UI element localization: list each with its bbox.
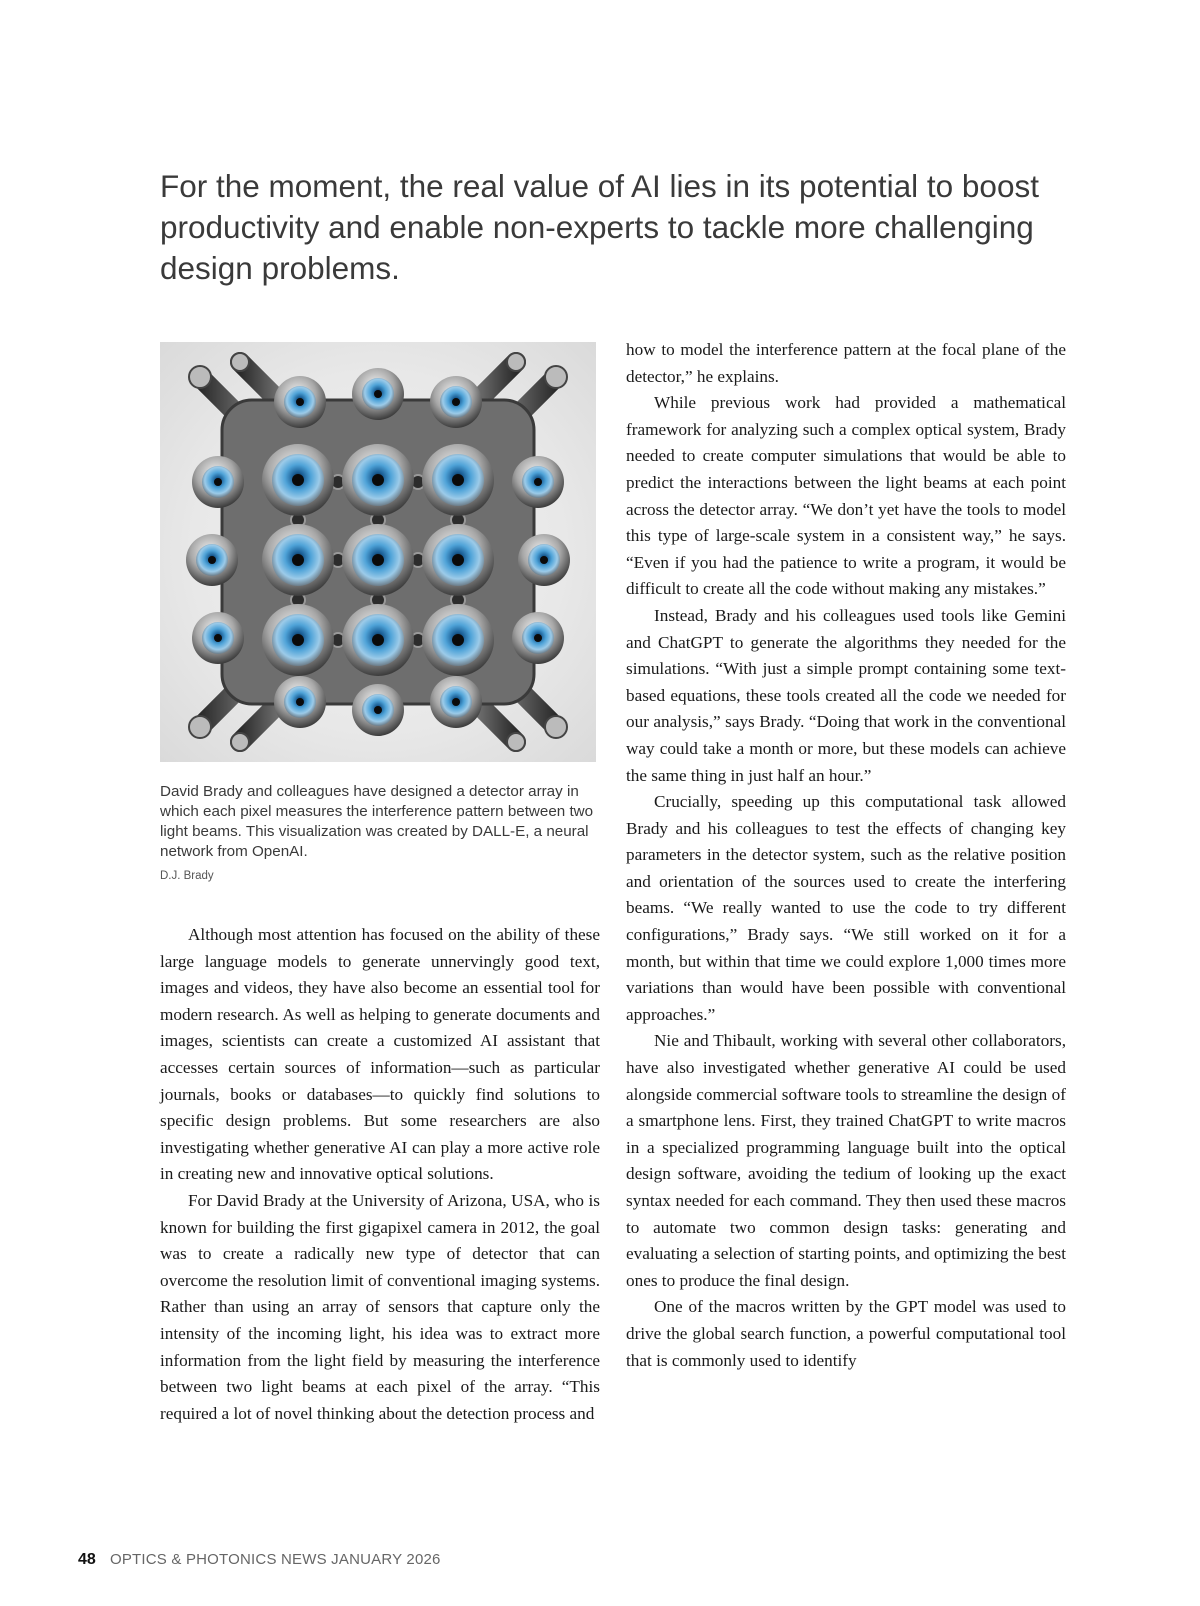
detector-array-graphic [160, 342, 596, 762]
paragraph: Nie and Thibault, working with several other collaborators, have also investigated whether generative AI could be used alongside commercial software tools to streamline the design of a smartphone lens. First, they trained ChatGPT to write macros in a specialized programming language built into the optical design software, avoiding the tedium of looking up the exact syntax needed for each command. They then used these macros to automate two common design tasks: generating and evaluating a selection of starting points, and optimizing the best ones to produce the final design. [626, 1031, 1066, 1290]
paragraph: For David Brady at the University of Arizona, USA, who is known for building the first gigapixel camera in 2012, the goal was to create a radically new type of detector that can overcome the resolution limit of conventional imaging systems. Rather than using an array of sensors that capture only the intensity of the incoming light, his idea was to extract more information from the light field by measuring the interference between two light beams at each pixel of the array. “This required a lot of novel thinking about the detection process and [160, 1190, 600, 1423]
paragraph: Crucially, speeding up this computational task allowed Brady and his colleagues to test the effects of changing key parameters in the detector system, such as the relative position and orientation of the sources used to create the interfering beams. “We really wanted to use the code to try different configurations,” Brady says. “We still worked on it for a month, but within that time we could explore 1,000 times more variations than would have been possible with conventional approaches.” [626, 792, 1066, 1024]
left-column [160, 922, 600, 1427]
magazine-issue: OPTICS & PHOTONICS NEWS JANUARY 2026 [109, 1551, 441, 1568]
page-number: 48 [78, 1551, 96, 1568]
paragraph: One of the macros written by the GPT model was used to drive the global search function, a powerful computational tool that is commonly used to identify [626, 1297, 1066, 1370]
figure-caption: David Brady and colleagues have designed a detector array in which each pixel measures the interference pattern between two light beams. This visualization was created by DALL-E, a neural network from OpenAI. [160, 783, 594, 860]
paragraph: While previous work had provided a mathematical framework for analyzing such a complex optical system, Brady needed to create computer simulations that would be able to predict the interactions between the light beams at each point across the detector array. “We don’t yet have the tools to model this type of large-scale system in a consistent way,” he says. “Even if you had the patience to write a program, it would be difficult to create all the code without making any mistakes.” [626, 393, 1066, 599]
paragraph: Instead, Brady and his colleagues used tools like Gemini and ChatGPT to generate the algorithms they needed for the simulations. “With just a simple prompt containing some text-based equations, these tools created all the code we needed for our analysis,” says Brady. “Doing that work in the conventional way could take a month or more, but these models can achieve the same thing in just half an hour.” [626, 605, 1066, 785]
detector-array-illustration [160, 342, 596, 762]
image-credit: D.J. Brady [160, 870, 214, 882]
right-column [626, 337, 1066, 1374]
paragraph: Although most attention has focused on the ability of these large language models to generate unnervingly good text, images and videos, they have also become an essential tool for modern research. As well as helping to generate documents and images, scientists can create a customized AI assistant that accesses certain sources of information—such as particular journals, books or databases—to quickly find solutions to specific design problems. But some researchers are also investigating whether generative AI can play a more active role in creating new and innovative optical solutions. [160, 925, 600, 1184]
page-footer [78, 1551, 441, 1569]
pull-quote: For the moment, the real value of AI lies in its potential to boost productivity and enable non-experts to tackle more challenging design problems. [160, 168, 1039, 286]
paragraph: how to model the interference pattern at the focal plane of the detector,” he explains. [626, 340, 1066, 386]
